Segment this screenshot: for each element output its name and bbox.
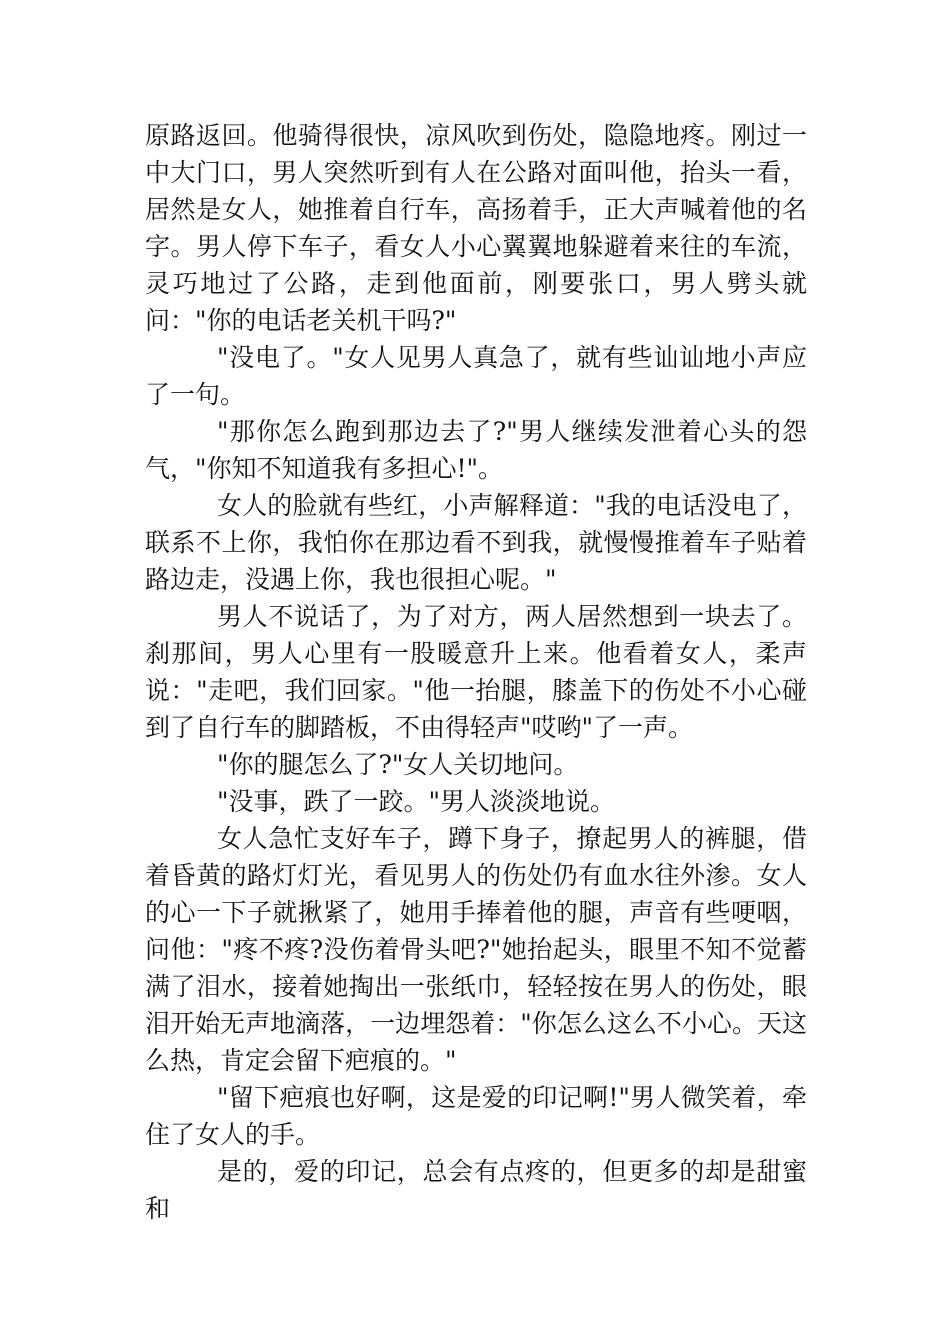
paragraph: 女人的脸就有些红，小声解释道："我的电话没电了，联系不上你，我怕你在那边看不到我，就慢慢推着车子贴着路边走，没遇上你，我也很担心呢。" bbox=[145, 491, 807, 594]
paragraph: "没事，跌了一跤。"男人淡淡地说。 bbox=[217, 787, 615, 816]
paragraph: "那你怎么跑到那边去了?"男人继续发泄着心头的怨气，"你知不知道我有多担心!"。 bbox=[145, 417, 807, 483]
paragraph-continuation: 原路返回。他骑得很快，凉风吹到伤处，隐隐地疼。刚过一中大门口，男人突然听到有人在公路对面叫他，抬头一看，居然是女人，她推着自行车，高扬着手，正大声喊着他的名字。男人停下车子，看女人小心翼翼地躲避着来往的车流，灵巧地过了公路，走到他面前，刚要张口，男人劈头就问："你的电话老关机干吗?" bbox=[145, 121, 807, 335]
paragraph: "没电了。"女人见男人真急了，就有些讪讪地小声应了一句。 bbox=[145, 343, 807, 409]
story-text-body bbox=[145, 117, 807, 1227]
paragraph: "留下疤痕也好啊，这是爱的印记啊!"男人微笑着，牵住了女人的手。 bbox=[145, 1083, 807, 1149]
paragraph: 男人不说话了，为了对方，两人居然想到一块去了。刹那间，男人心里有一股暖意升上来。他看着女人，柔声说："走吧，我们回家。"他一抬腿，膝盖下的伤处不小心碰到了自行车的脚踏板，不由得轻声"哎哟"了一声。 bbox=[145, 602, 807, 742]
paragraph: "你的腿怎么了?"女人关切地问。 bbox=[217, 750, 579, 779]
paragraph: 女人急忙支好车子，蹲下身子，撩起男人的裤腿，借着昏黄的路灯灯光，看见男人的伤处仍有血水往外渗。女人的心一下子就揪紧了，她用手捧着他的腿，声音有些哽咽，问他："疼不疼?没伤着骨头吧?"她抬起头，眼里不知不觉蓄满了泪水，接着她掏出一张纸巾，轻轻按在男人的伤处，眼泪开始无声地滴落，一边埋怨着："你怎么这么不小心。天这么热，肯定会留下疤痕的。" bbox=[145, 824, 807, 1075]
paragraph-truncated: 是的，爱的印记，总会有点疼的，但更多的却是甜蜜和 bbox=[145, 1157, 807, 1223]
